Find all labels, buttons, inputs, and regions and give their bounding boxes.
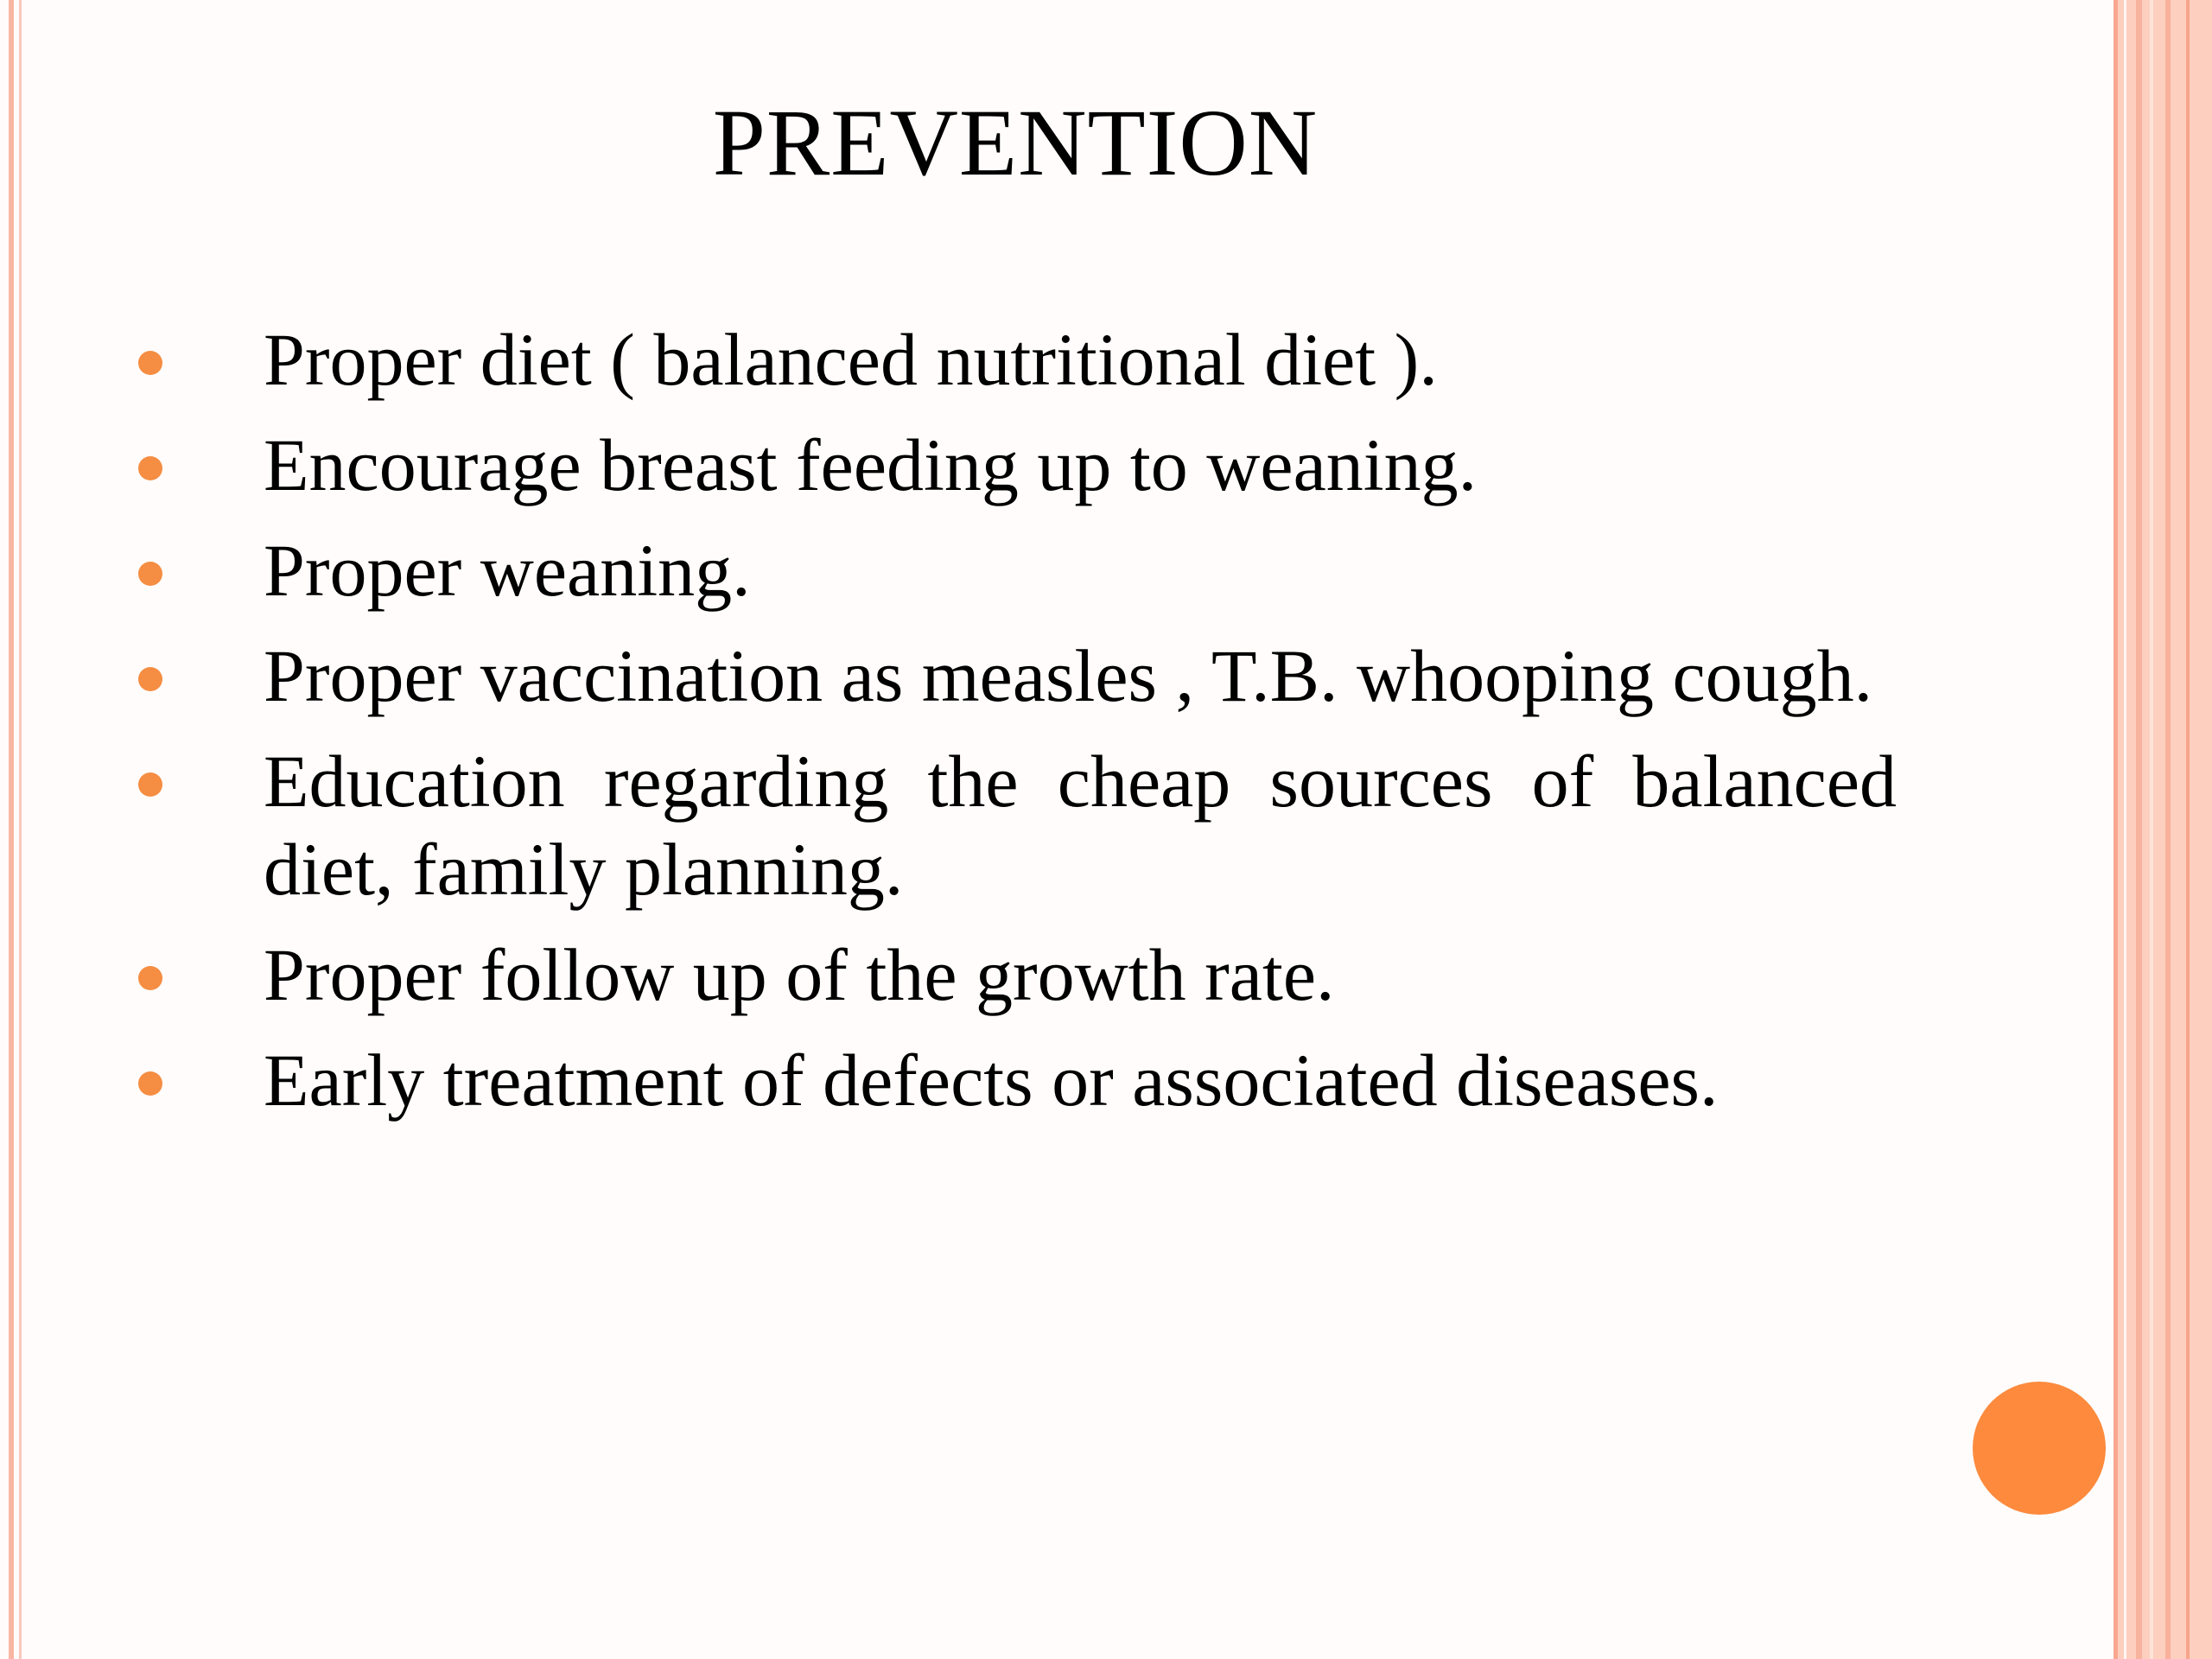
bullet-item: [130, 931, 1897, 1019]
bullet-text: Encourage breast feeding up to weaning.: [264, 423, 1478, 506]
left-border: [9, 0, 14, 1659]
right-border-line: [2124, 0, 2126, 1659]
bullet-dot-icon: [138, 562, 162, 586]
right-border-line: [2186, 0, 2190, 1659]
bullet-text: Proper vaccination as measles , T.B. whooping cough.: [264, 634, 1873, 717]
right-border-line: [2165, 0, 2171, 1659]
bullet-text: Education regarding the cheap sources of balanced diet, family planning.: [264, 740, 1897, 911]
bullet-text: Proper weaning.: [264, 529, 751, 612]
right-border-line: [2150, 0, 2153, 1659]
bullet-dot-icon: [138, 1071, 162, 1096]
bullet-text: Proper diet ( balanced nutritional diet ).: [264, 318, 1438, 401]
bullet-item: [130, 526, 1897, 614]
bullet-item: [130, 421, 1897, 509]
right-border-line: [2136, 0, 2142, 1659]
right-border-line: [2113, 0, 2118, 1659]
bullet-item: [130, 1036, 1897, 1124]
bullet-dot-icon: [138, 772, 162, 797]
bullet-dot-icon: [138, 667, 162, 691]
bullet-dot-icon: [138, 351, 162, 375]
bullet-text: Early treatment of defects or associated diseases.: [264, 1039, 1719, 1122]
bullet-dot-icon: [138, 966, 162, 990]
accent-circle: [1973, 1382, 2106, 1515]
bullet-item: [130, 737, 1897, 913]
bullet-list: [130, 315, 1897, 1141]
bullet-dot-icon: [138, 456, 162, 480]
slide-title: PREVENTION: [712, 90, 1319, 195]
bullet-item: [130, 315, 1897, 404]
bullet-item: [130, 632, 1897, 720]
right-decorative-band: [2113, 0, 2212, 1659]
left-border-inner: [19, 0, 22, 1659]
bullet-text: Proper follow up of the growth rate.: [264, 933, 1335, 1016]
